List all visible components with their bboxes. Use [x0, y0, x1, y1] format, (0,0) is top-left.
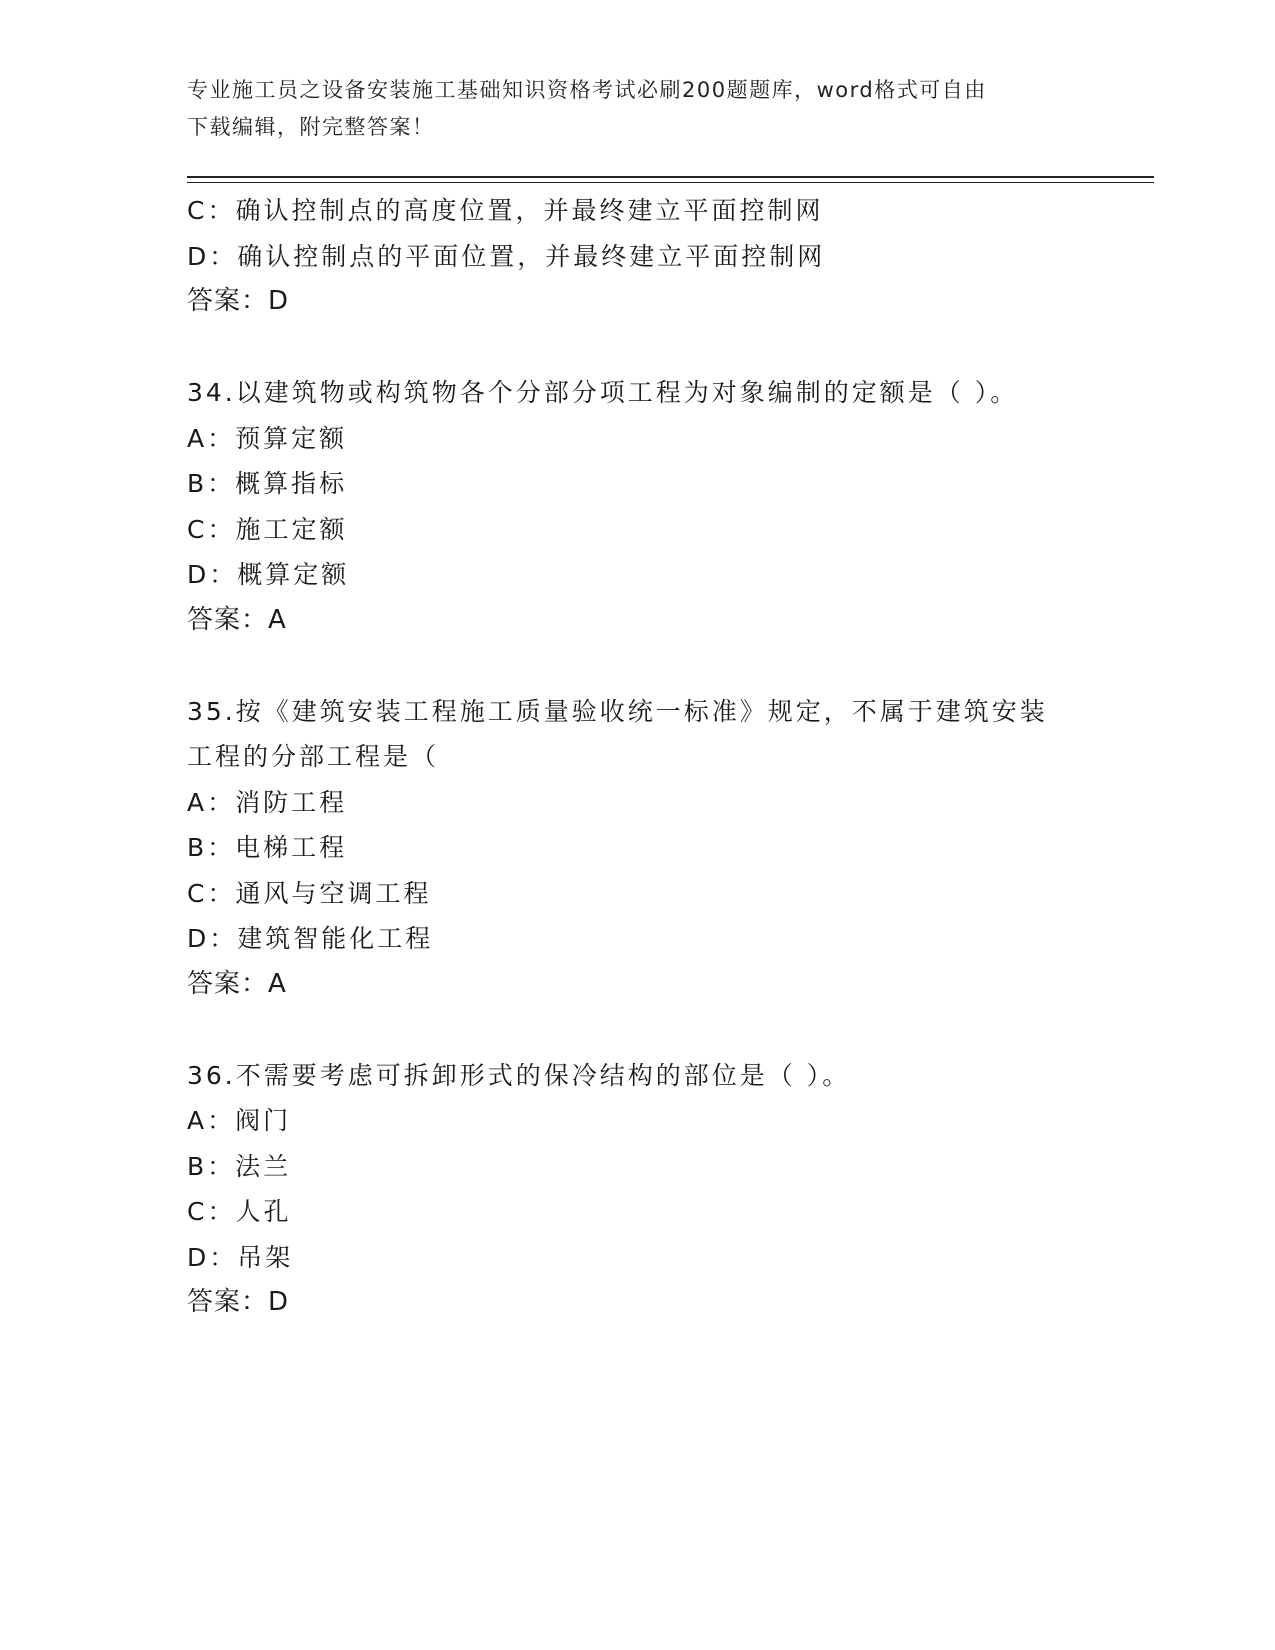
option-a: A：预算定额 [187, 423, 348, 453]
spacer [187, 1007, 1087, 1053]
answer-line: 答案：D [187, 286, 290, 316]
answer-line: 答案：A [187, 604, 287, 635]
spacer [187, 643, 1087, 689]
answer-line: 答案：A [187, 968, 287, 999]
header-title-line-2: 下载编辑，附完整答案！ [187, 115, 435, 139]
header-divider-thick [187, 176, 1154, 178]
option-b: B：电梯工程 [187, 833, 348, 862]
header-title-line-1: 专业施工员之设备安装施工基础知识资格考试必刷200题题库，word格式可自由 [187, 78, 987, 102]
question-stem: 35.按《建筑安装工程施工质量验收统一标准》规定，不属于建筑安装 [187, 696, 1048, 726]
option-b: B：概算指标 [187, 469, 348, 498]
question-list [187, 188, 1087, 1326]
option-d: D：概算定额 [187, 560, 350, 589]
option-c: C：通风与空调工程 [187, 878, 432, 908]
question-35 [187, 689, 1087, 1008]
question-stem-continued: 工程的分部工程是（ [187, 742, 440, 771]
question-36 [187, 1053, 1087, 1326]
option-c: C：施工定额 [187, 514, 348, 544]
option-d: D：建筑智能化工程 [187, 924, 434, 953]
option-d: D：吊架 [187, 1242, 294, 1272]
question-34 [187, 370, 1087, 643]
header-divider-thin [187, 182, 1154, 183]
question-33-continuation [187, 188, 1087, 325]
option-a: A：消防工程 [187, 787, 348, 817]
document-header [187, 72, 1087, 146]
option-d: D：确认控制点的平面位置，并最终建立平面控制网 [187, 241, 826, 271]
spacer [187, 325, 1087, 371]
option-b: B：法兰 [187, 1151, 292, 1181]
answer-line: 答案：D [187, 1287, 290, 1317]
option-c: C：人孔 [187, 1197, 292, 1226]
option-a: A：阀门 [187, 1106, 292, 1135]
option-c: C：确认控制点的高度位置，并最终建立平面控制网 [187, 196, 824, 225]
question-stem: 36.不需要考虑可拆卸形式的保冷结构的部位是（ ）。 [187, 1060, 851, 1090]
question-stem: 34.以建筑物或构筑物各个分部分项工程为对象编制的定额是（ ）。 [187, 378, 1019, 407]
